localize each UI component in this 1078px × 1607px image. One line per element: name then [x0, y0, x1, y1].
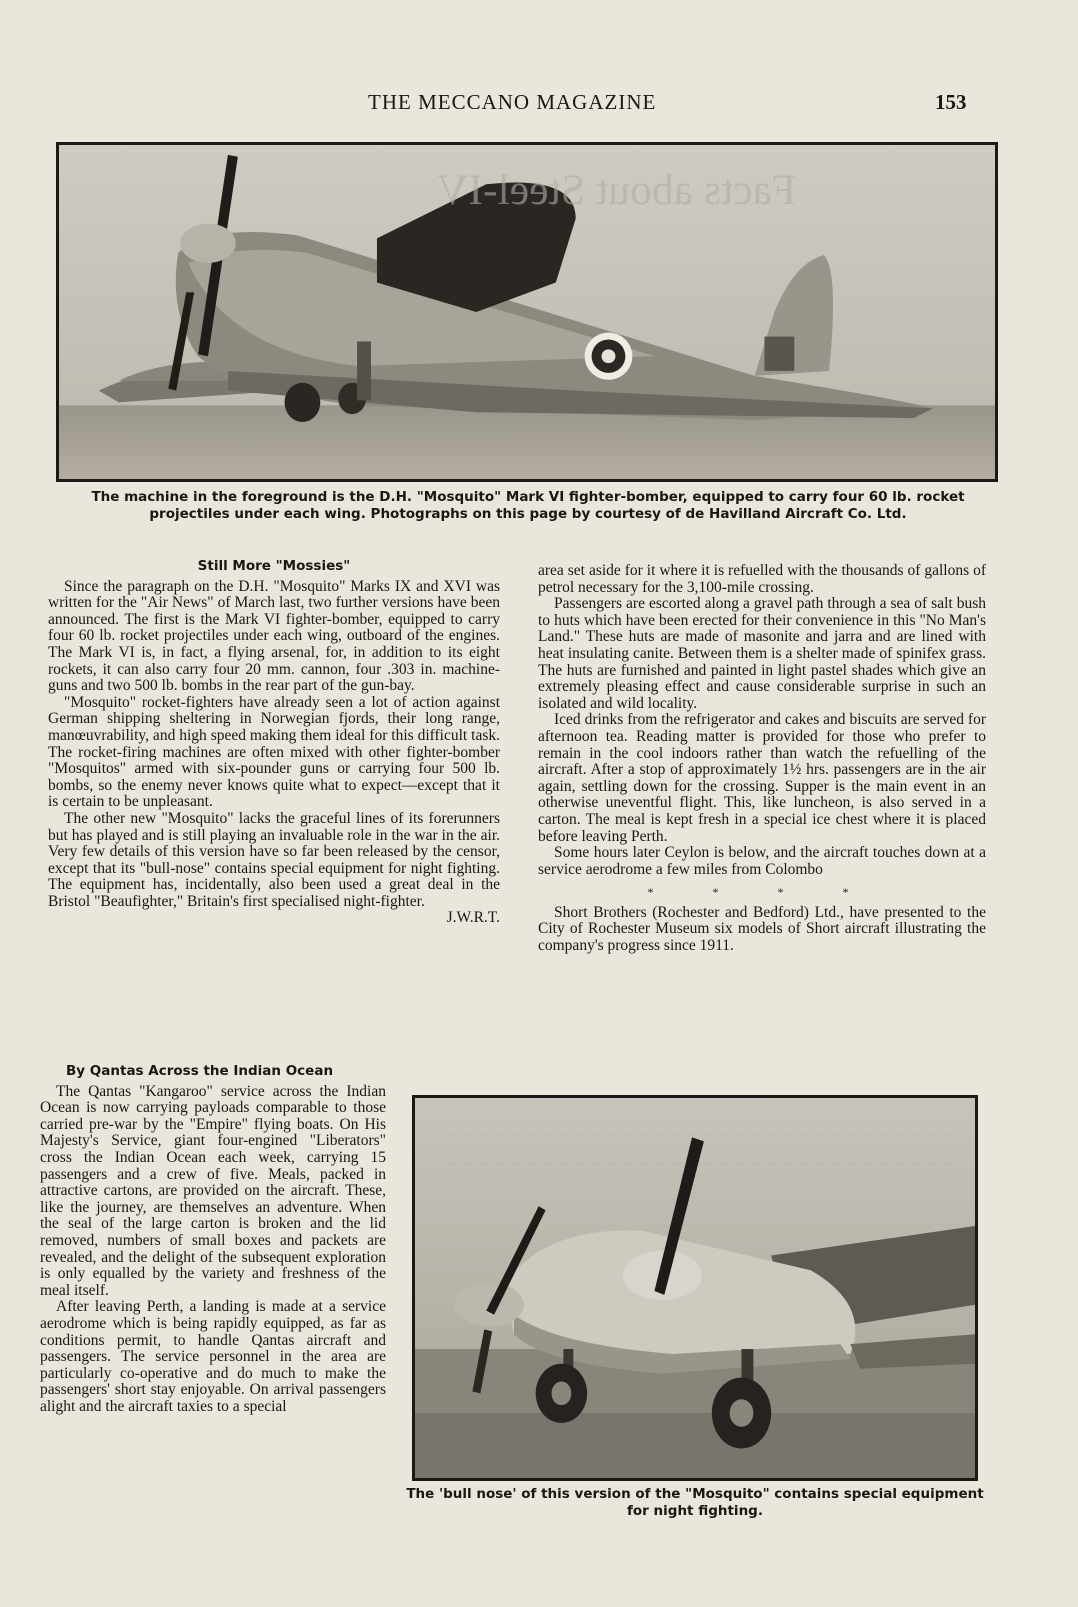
svg-text:— — — — — — — — — — — — — — —: — — — — — — — — — — — — — — — — — — — — — — — — — — — — — — — — [444, 1155, 956, 1170]
article-paragraph: Passengers are escorted along a gravel path through a sea of salt bush to huts which have been erected for their convenience in this "No Man's Land." These huts are made of masonite and jarra and are lined with heat insulating canite. Between them is a shelter made of spinifex grass. The huts are furnished and painted in light pastel shades which give an extremely pleasing effect and cause considerable surprise in such an isolated and wild locality. [538, 595, 986, 712]
author-signature: J.W.R.T. [446, 909, 500, 927]
top-photo-mosquito-mk-vi [56, 142, 998, 482]
article-paragraph: area set aside for it where it is refuelled with the thousands of gallons of petrol necessary for the 3,100-mile crossing. [538, 562, 986, 596]
article-qantas [40, 1063, 386, 1415]
article-paragraph: Since the paragraph on the D.H. "Mosquito" Marks IX and XVI was written for the "Air News" of March last, two further versions have been announced. The first is the Mark VI fighter-bomber, equipped to carry four 60 lb. rocket projectiles under each wing, outboard of the engines. The Mark VI is, in fact, a flying arsenal, for, in addition to its eight rockets, it can also carry four 20 mm. cannon, four .303 in. machine-guns and two 500 lb. bombs in the rear part of the gun-bay. [48, 577, 500, 695]
page-header [0, 90, 1078, 126]
page-number: 153 [935, 90, 967, 114]
short-brothers-note: Short Brothers (Rochester and Bedford) Ltd., have presented to the City of Rochester Museum six models of Short aircraft illustrating the company's progress since 1911. [538, 903, 986, 955]
svg-text:Facts about Steel-IV: Facts about Steel-IV [436, 166, 797, 214]
article-paragraph: "Mosquito" rocket-fighters have already seen a lot of action against German shipping sheltering in Norwegian fjords, their long range, manœuvrability, and high speed making them ideal for this difficult task. The rocket-firing machines are often mixed with other fighter-bomber "Mosquitos" armed with six-pounder guns or carrying four 500 lb. bombs, so the enemy never knows quite what to expect—except that it is certain to be unpleasant. [48, 693, 500, 811]
article-paragraph: Some hours later Ceylon is below, and the aircraft touches down at a service aerodrome a few miles from Colombo [538, 844, 986, 878]
article-heading: By Qantas Across the Indian Ocean [66, 1063, 334, 1079]
article-still-more-mossies [48, 558, 500, 927]
bottom-photo-caption: The 'bull nose' of this version of the "Mosquito" contains special equipment for night fighting. [406, 1486, 984, 1519]
section-separator: * * * * [647, 885, 877, 900]
article-paragraph: The Qantas "Kangaroo" service across the Indian Ocean is now carrying payloads comparable to those carried pre-war by the "Empire" flying boats. On His Majesty's Service, giant four-engined "Liberators" cross the Indian Ocean each week, carrying 15 passengers and a crew of five. Meals, packed in attractive cartons, are provided on the aircraft. These, like the journey, are themselves an adventure. When the seal of the large carton is broken and the lid removed, numbers of small boxes and packets are revealed, and the delight of the subsequent exploration is only equalled by the variety and freshness of the meal itself. [40, 1082, 386, 1299]
aircraft-photo-graphic [415, 1098, 975, 1478]
magazine-title: THE MECCANO MAGAZINE [368, 90, 657, 114]
svg-text:— — — — — — — — — — — — — — —: — — — — — — — — — — — — — — — — — — — — — — — — — — — — — — — — [444, 1126, 956, 1141]
aircraft-photo-graphic [59, 145, 995, 479]
article-qantas-continued [538, 563, 986, 955]
top-photo-caption: The machine in the foreground is the D.H. "Mosquito" Mark VI fighter-bomber, equipped to carry four 60 lb. rocket projectiles under each wing. Photographs on this page by courtesy of de Havilland Aircraft Co. Ltd. [91, 489, 965, 522]
article-paragraph: After leaving Perth, a landing is made at a service aerodrome which is being rapidly equipped, as far as conditions permit, to handle Qantas aircraft and passengers. The service personnel in the area are particularly co-operative and do much to make the passengers' short stay enjoyable. On arrival passengers alight and the aircraft taxies to a special [40, 1298, 386, 1415]
article-paragraph: The other new "Mosquito" lacks the graceful lines of its forerunners but has played and is still playing an invaluable role in the war in the air. Very few details of this version have so far been released by the censor, except that its "bull-nose" contains special equipment for night fighting. The equipment has, incidentally, also been used a great deal in the Bristol "Beaufighter," Britain's first specialised night-fighter. [48, 809, 500, 910]
article-heading: Still More "Mossies" [197, 558, 351, 574]
article-paragraph: Iced drinks from the refrigerator and cakes and biscuits are served for afternoon tea. Reading matter is provided for those who prefer to remain in the cool indoors rather than watch the refuelling of the aircraft. After a stop of approximately 1½ hrs. passengers are in the air again, settling down for the crossing. Supper is the main event in an otherwise uneventful flight. This, like luncheon, is also served in a carton. The meal is kept fresh in a special ice chest where it is placed before leaving Perth. [538, 711, 986, 845]
bottom-photo-mosquito-night-fighter [412, 1095, 978, 1481]
